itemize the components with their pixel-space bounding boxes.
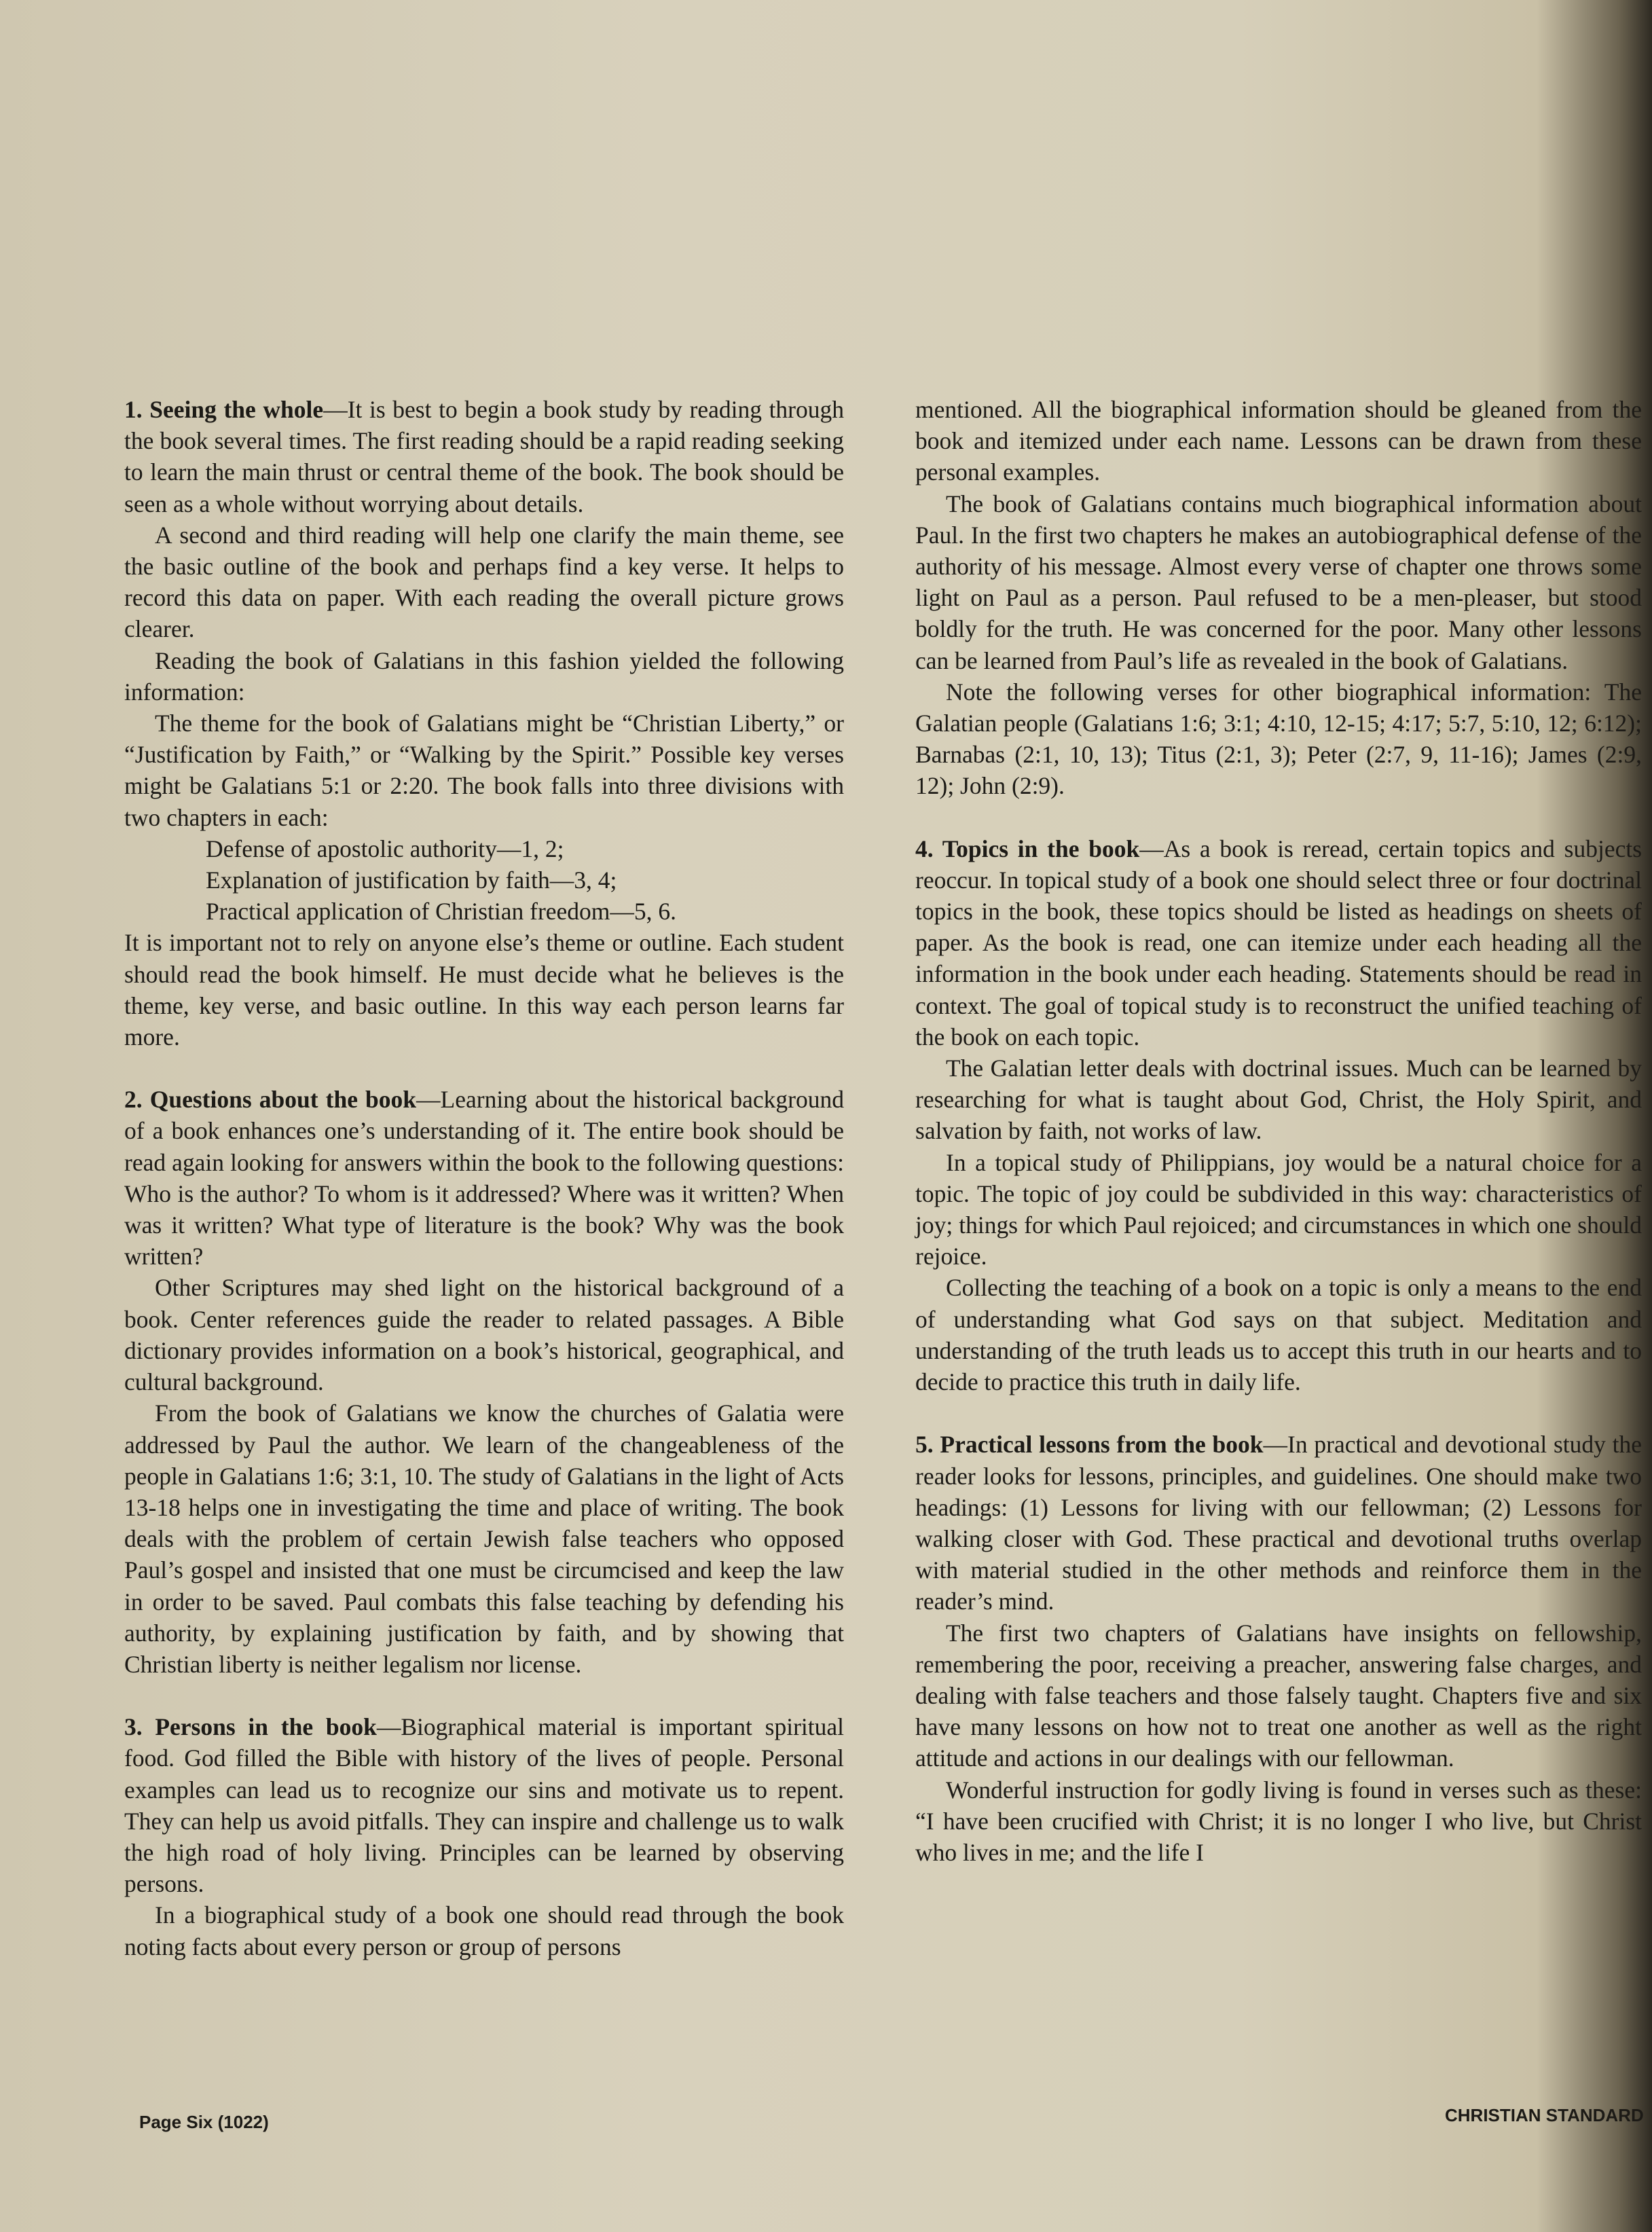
page-number-footer: Page Six (1022) <box>139 2112 269 2132</box>
paragraph: mentioned. All the biographical information should be gleaned from the book and itemized under each name. Lessons can be drawn from these personal examples. <box>915 396 1642 486</box>
paragraph: In a topical study of Philippians, joy would be a natural choice for a topic. The topic of joy could be subdivided in this way: characteristics of joy; things for which Paul rejoiced; and circumstances in which one should rejoice. <box>915 1148 1642 1270</box>
section-persons-in-the-book <box>124 1711 844 1962</box>
section-practical-lessons <box>915 1429 1642 1868</box>
section-heading: 3. Persons in the book <box>124 1713 377 1741</box>
outline-item: Explanation of justification by faith—3, 4; <box>206 866 617 894</box>
section-heading: 5. Practical lessons from the book <box>915 1431 1264 1459</box>
left-column <box>124 394 844 1994</box>
paragraph: 1. Seeing the whole—It is best to begin a book study by reading through the book several times. The first reading should be a rapid reading seeking to learn the main thrust or central theme of the book. The book should be seen as a whole without worrying about details. <box>124 396 844 517</box>
paragraph: 3. Persons in the book—Biographical material is important spiritual food. God filled the Bible with history of the lives of people. Personal examples can lead us to recognize our sins and motivate us to repent. They can help us avoid pitfalls. They can inspire and challenge us to walk the high road of holy living. Principles can be learned by observing persons. <box>124 1713 844 1898</box>
paragraph: From the book of Galatians we know the churches of Galatia were addressed by Paul the author. We learn of the changeableness of the people in Galatians 1:6; 3:1, 10. The study of Galatians in the light of Acts 13-18 helps one in investigating the time and place of writing. The book deals with the problem of certain Jewish false teachers who opposed Paul’s gospel and insisted that one must be circumcised and keep the law in order to be saved. Paul combats this false teaching by defending his authority, by explaining justification by faith, and by showing that Christian liberty is neither legalism nor license. <box>124 1399 844 1678</box>
section-heading: 2. Questions about the book <box>124 1086 417 1114</box>
paragraph: The theme for the book of Galatians might be “Christian Liberty,” or “Justification by Faith,” or “Walking by the Spirit.” Possible key verses might be Galatians 5:1 or 2:20. The book falls into three divisions with two chapters in each: <box>124 710 844 831</box>
paragraph: Other Scriptures may shed light on the historical background of a book. Center references guide the reader to related passages. A Bible dictionary provides information on a book’s historical, geographical, and cultural background. <box>124 1274 844 1396</box>
paragraph: 5. Practical lessons from the book—In practical and devotional study the reader looks for lessons, principles, and guidelines. One should make two headings: (1) Lessons for living with our fellowman; (2) Lessons for walking closer with God. These practical and devotional truths overlap with material studied in the other methods and reinforce them in the reader’s mind. <box>915 1431 1642 1615</box>
paragraph: The first two chapters of Galatians have insights on fellowship, remembering the poor, receiving a preacher, answering false charges, and dealing with false teachers and those falsely taught. Chapters five and six have many lessons on how not to treat one another as well as the right attitude and actions in our dealings with our fellowman. <box>915 1619 1642 1772</box>
section-seeing-the-whole <box>124 394 844 1053</box>
paragraph: In a biographical study of a book one should read through the book noting facts about every person or group of persons <box>124 1901 844 1960</box>
section-persons-continued <box>915 394 1642 802</box>
outline-item: Defense of apostolic authority—1, 2; <box>206 835 564 862</box>
section-heading: 4. Topics in the book <box>915 835 1140 862</box>
paragraph: 4. Topics in the book—As a book is reread, certain topics and subjects reoccur. In topical study of a book one should select three or four doctrinal topics in the book, these topics should be listed as headings on sheets of paper. As the book is read, one can itemize under each heading all the information in the book under each heading. Statements should be read in context. The goal of topical study is to reconstruct the unified teaching of the book on each topic. <box>915 835 1642 1050</box>
paragraph: It is important not to rely on anyone else’s theme or outline. Each student should read the book himself. He must decide what he believes is the theme, key verse, and basic outline. In this way each person learns far more. <box>124 929 844 1051</box>
section-questions-about-the-book <box>124 1084 844 1680</box>
book-outline <box>124 833 844 928</box>
outline-item: Practical application of Christian freedom—5, 6. <box>206 898 677 926</box>
right-column <box>915 394 1642 1899</box>
paragraph: Note the following verses for other biographical information: The Galatian people (Galatians 1:6; 3:1; 4:10, 12-15; 4:17; 5:7, 5:10, 12; 6:12); Barnabas (2:1, 10, 13); Titus (2:1, 3); Peter (2:7, 9, 11-16); James (2:9, 12); John (2:9). <box>915 678 1642 800</box>
paragraph: 2. Questions about the book—Learning about the historical background of a book enhances one’s understanding of it. The entire book should be read again looking for answers within the book to the following questions: Who is the author? To whom is it addressed? Where was it written? When was it written? What type of literature is the book? Why was the book written? <box>124 1086 844 1270</box>
paragraph: Wonderful instruction for godly living is found in verses such as these: “I have been crucified with Christ; it is no longer I who live, but Christ who lives in me; and the life I <box>915 1776 1642 1866</box>
paragraph: Reading the book of Galatians in this fashion yielded the following information: <box>124 646 844 706</box>
paragraph: The book of Galatians contains much biographical information about Paul. In the first two chapters he makes an autobiographical defense of the authority of his message. Almost every verse of chapter one throws some light on Paul as a person. Paul refused to be a men-pleaser, but stood boldly for the truth. He was concerned for the poor. Many other lessons can be learned from Paul’s life as revealed in the book of Galatians. <box>915 490 1642 674</box>
section-topics-in-the-book <box>915 833 1642 1398</box>
section-heading: 1. Seeing the whole <box>124 396 324 423</box>
paragraph: Collecting the teaching of a book on a topic is only a means to the end of understanding what God says on that subject. Meditation and understanding of the truth leads us to accept this truth in our hearts and to decide to practice this truth in daily life. <box>915 1274 1642 1396</box>
publication-name-footer: CHRISTIAN STANDARD <box>1445 2105 1644 2125</box>
paragraph: A second and third reading will help one clarify the main theme, see the basic outline of the book and perhaps find a key verse. It helps to record this data on paper. With each reading the overall picture grows clearer. <box>124 521 844 643</box>
paragraph: The Galatian letter deals with doctrinal issues. Much can be learned by researching for what is taught about God, Christ, the Holy Spirit, and salvation by faith, not works of law. <box>915 1055 1642 1145</box>
